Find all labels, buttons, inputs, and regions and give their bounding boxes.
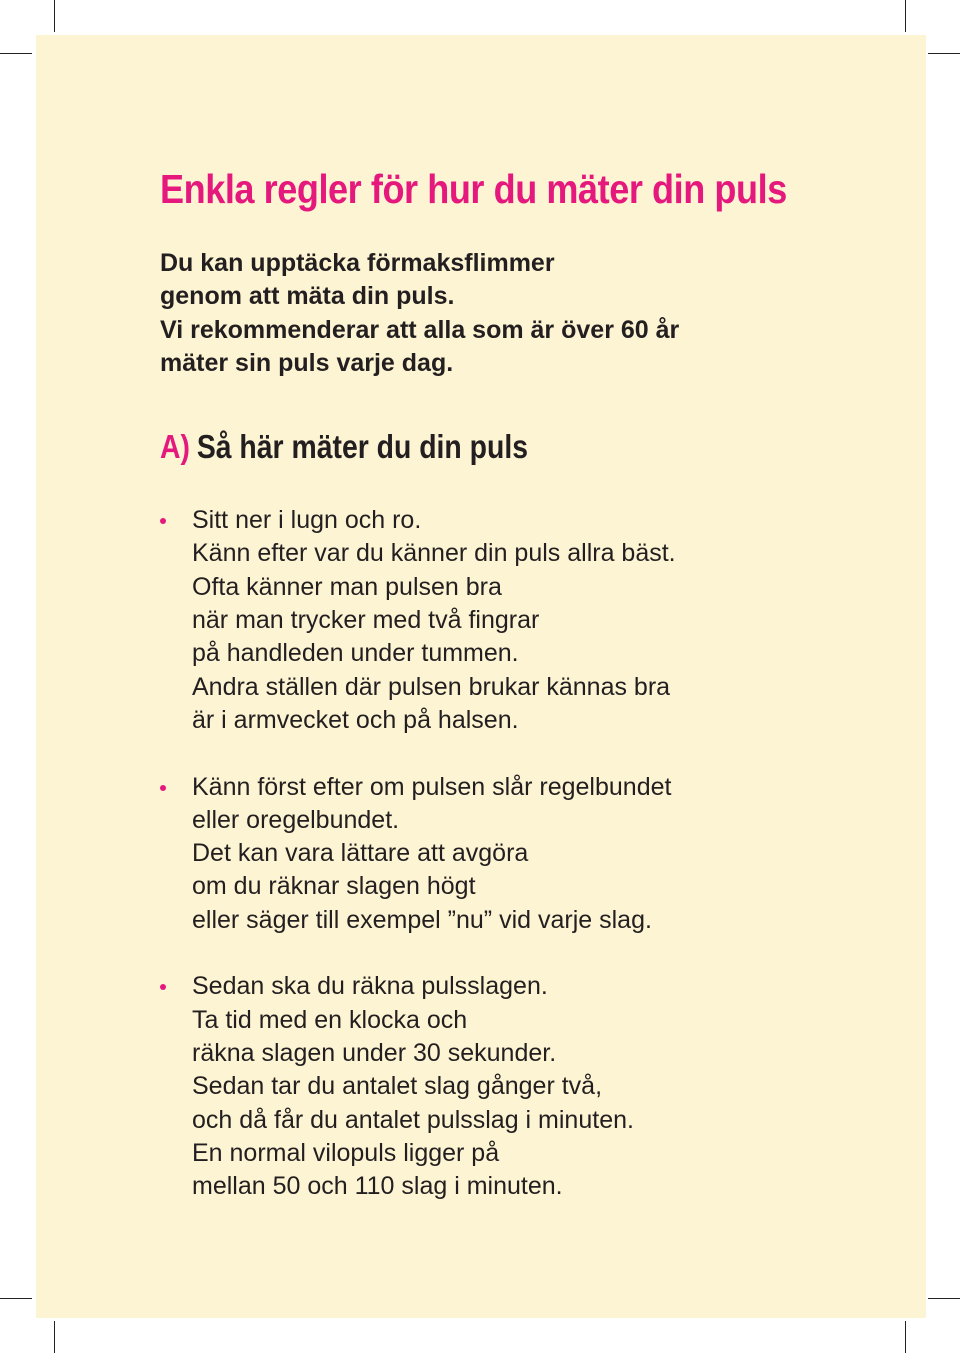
- list-item-line: mellan 50 och 110 slag i minuten.: [192, 1172, 563, 1201]
- intro-line: genom att mäta din puls.: [160, 282, 455, 311]
- list-item-line: är i armvecket och på halsen.: [192, 705, 519, 734]
- list-item-line: Ofta känner man pulsen bra: [192, 572, 502, 601]
- list-item-line: om du räknar slagen högt: [192, 872, 476, 901]
- list-item-line: En normal vilopuls ligger på: [192, 1138, 500, 1167]
- list-item-line: räkna slagen under 30 sekunder.: [192, 1038, 557, 1067]
- crop-mark-bottom-left: [54, 1321, 55, 1353]
- crop-mark-right-bottom: [928, 1298, 960, 1299]
- list-item-line: Sedan ska du räkna pulsslagen.: [192, 972, 548, 1001]
- page-title: Enkla regler för hur du mäter din puls: [160, 166, 787, 212]
- bullet-dot-icon: [160, 984, 166, 990]
- crop-mark-bottom-right: [905, 1321, 906, 1353]
- list-item-line: Andra ställen där pulsen brukar kännas bra: [192, 672, 671, 701]
- crop-mark-top-left: [54, 0, 55, 32]
- intro-line: mäter sin puls varje dag.: [160, 348, 454, 377]
- section-letter: A): [160, 428, 190, 466]
- instruction-list: [160, 504, 880, 1203]
- list-item-line: Ta tid med en klocka och: [192, 1005, 468, 1034]
- list-item: [160, 970, 880, 1203]
- list-item-line: när man trycker med två fingrar: [192, 606, 540, 635]
- list-item-line: Sedan tar du antalet slag gånger två,: [192, 1072, 603, 1101]
- page-content: [160, 165, 880, 1237]
- crop-mark-left-bottom: [0, 1298, 32, 1299]
- list-item-line: Det kan vara lättare att avgöra: [192, 839, 529, 868]
- list-item: [160, 771, 880, 937]
- list-item-line: och då får du antalet pulsslag i minuten.: [192, 1105, 634, 1134]
- section-heading-text: Så här mäter du din puls: [196, 428, 528, 466]
- list-item-line: på handleden under tummen.: [192, 639, 519, 668]
- intro-paragraph: [160, 247, 880, 380]
- bullet-dot-icon: [160, 785, 166, 791]
- section-heading: [160, 427, 779, 467]
- list-item-line: Sitt ner i lugn och ro.: [192, 506, 422, 535]
- bullet-dot-icon: [160, 518, 166, 524]
- list-item-line: Känn först efter om pulsen slår regelbundet: [192, 772, 672, 801]
- list-item: [160, 504, 880, 737]
- crop-mark-right-top: [928, 53, 960, 54]
- intro-line: Vi rekommenderar att alla som är över 60 år: [160, 315, 680, 344]
- page-sheet: [36, 35, 926, 1318]
- crop-mark-top-right: [905, 0, 906, 32]
- intro-line: Du kan upptäcka förmaksflimmer: [160, 249, 555, 277]
- list-item-line: eller säger till exempel ”nu” vid varje slag.: [192, 905, 652, 934]
- list-item-line: Känn efter var du känner din puls allra bäst.: [192, 539, 676, 568]
- crop-mark-left-top: [0, 53, 32, 54]
- list-item-line: eller oregelbundet.: [192, 805, 400, 834]
